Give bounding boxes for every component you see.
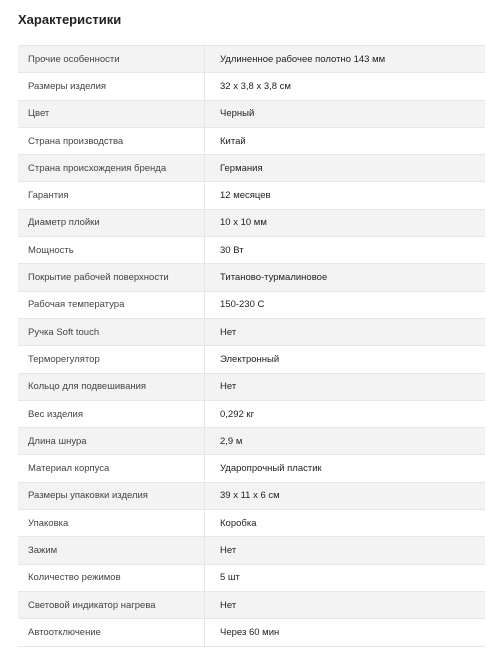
spec-label: Покрытие рабочей поверхности [18,264,205,290]
spec-label: Мощность [18,237,205,263]
spec-value: 30 Вт [220,244,244,256]
spec-value: Нет [220,599,237,611]
spec-value: Германия [220,162,263,174]
spec-label: Размеры изделия [18,73,205,99]
specs-table [18,45,485,647]
spec-value: 12 месяцев [220,190,271,202]
spec-row [18,374,485,401]
spec-row [18,346,485,373]
spec-label: Размеры упаковки изделия [18,483,205,509]
spec-label: Вес изделия [18,401,205,427]
spec-row [18,292,485,319]
spec-value: Ударопрочный пластик [220,463,322,475]
spec-label: Страна происхождения бренда [18,155,205,181]
spec-label: Длина шнура [18,428,205,454]
spec-value: Нет [220,544,237,556]
spec-label: Материал корпуса [18,455,205,481]
spec-label: Количество режимов [18,565,205,591]
spec-row [18,401,485,428]
spec-label: Автоотключение [18,619,205,645]
spec-row [18,483,485,510]
spec-value: Титаново-турмалиновое [220,272,328,284]
spec-label: Зажим [18,537,205,563]
spec-row [18,619,485,646]
spec-row [18,319,485,346]
spec-label: Рабочая температура [18,292,205,318]
spec-row [18,210,485,237]
spec-row [18,46,485,73]
spec-value: Через 60 мин [220,626,280,638]
spec-label: Кольцо для подвешивания [18,374,205,400]
section-title: Характеристики [18,12,122,27]
spec-row [18,128,485,155]
spec-label: Терморегулятор [18,346,205,372]
spec-row [18,101,485,128]
spec-value: 0,292 кг [220,408,255,420]
spec-row [18,592,485,619]
spec-value: Коробка [220,517,257,529]
spec-row [18,73,485,100]
spec-value: Электронный [220,353,280,365]
spec-label: Страна производства [18,128,205,154]
spec-value: 2,9 м [220,435,243,447]
spec-value: Китай [220,135,246,147]
spec-row [18,510,485,537]
spec-value: 39 x 11 x 6 см [220,490,280,502]
spec-value: 150-230 С [220,299,265,311]
spec-value: Нет [220,381,237,393]
spec-value: Удлиненное рабочее полотно 143 мм [220,53,386,65]
spec-value: Нет [220,326,237,338]
spec-label: Ручка Soft touch [18,319,205,345]
spec-row [18,455,485,482]
spec-row [18,537,485,564]
spec-label: Цвет [18,101,205,127]
spec-row [18,428,485,455]
spec-value: 5 шт [220,572,240,584]
spec-value: Черный [220,108,255,120]
spec-value: 32 x 3,8 x 3,8 см [220,80,291,92]
spec-row [18,565,485,592]
spec-row [18,237,485,264]
spec-row [18,264,485,291]
spec-label: Световой индикатор нагрева [18,592,205,618]
spec-label: Упаковка [18,510,205,536]
spec-label: Гарантия [18,182,205,208]
spec-label: Диаметр плойки [18,210,205,236]
spec-value: 10 x 10 мм [220,217,267,229]
spec-row [18,155,485,182]
spec-label: Прочие особенности [18,46,205,72]
spec-row [18,182,485,209]
